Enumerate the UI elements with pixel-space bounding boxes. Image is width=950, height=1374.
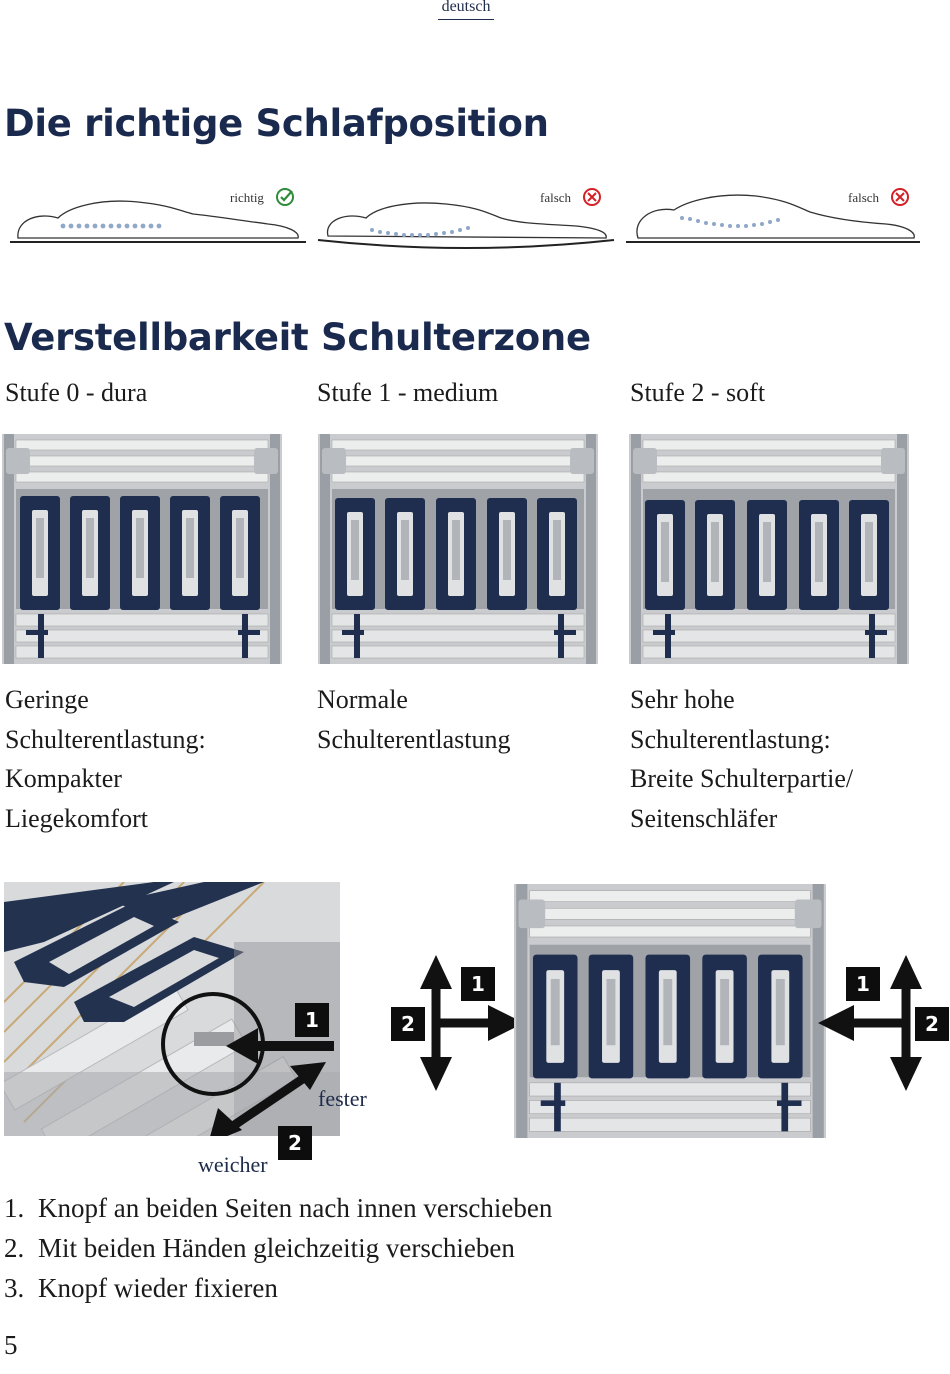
verdict-label: richtig [230, 190, 264, 205]
x-circle-icon [892, 189, 908, 205]
list-item: 1. Knopf an beiden Seiten nach innen verschieben [4, 1193, 553, 1223]
verdict-label: falsch [540, 190, 572, 205]
level-2-description: Sehr hohe Schulterentlastung: Breite Schulterpartie/ Seitenschläfer [630, 685, 854, 833]
shoulder-zone-heading: Verstellbarkeit Schulterzone [4, 316, 591, 359]
level-1-label: Stufe 1 - medium [317, 378, 499, 407]
marker-2-badge-left: 2 [391, 1007, 425, 1041]
verdict-label: falsch [848, 190, 880, 205]
marker-2-badge: 2 [278, 1126, 312, 1160]
slat-frame-top-view-image [514, 884, 826, 1138]
adjustment-knob-photo [4, 882, 340, 1136]
marker-1-badge-left: 1 [461, 967, 495, 1001]
level-0-description: Geringe Schulterentlastung: Kompakter Liegekomfort [5, 685, 206, 833]
list-item: 2. Mit beiden Händen gleichzeitig verschieben [4, 1233, 515, 1263]
language-label: deutsch [438, 0, 494, 20]
marker-1-badge: 1 [295, 1003, 329, 1037]
marker-1-badge-right: 1 [846, 967, 880, 1001]
marker-2-badge-right: 2 [915, 1007, 949, 1041]
level-1-description: Normale Schulterentlastung [317, 685, 511, 754]
check-circle-icon [277, 189, 293, 205]
sleep-illustration-wrong-1 [316, 180, 616, 260]
sleep-illustration-correct [8, 180, 308, 260]
slat-frame-level-0-image [2, 434, 282, 664]
firmer-label: fester [318, 1086, 367, 1111]
slat-frame-level-1-image [318, 434, 598, 664]
list-item: 3. Knopf wieder fixieren [4, 1273, 278, 1303]
x-circle-icon [584, 189, 600, 205]
sleep-position-heading: Die richtige Schlafposition [4, 102, 549, 145]
page-number: 5 [4, 1330, 18, 1360]
sleep-illustration-wrong-2 [624, 180, 924, 260]
level-2-label: Stufe 2 - soft [630, 378, 766, 407]
instruction-steps [4, 1188, 552, 1308]
slat-frame-level-2-image [629, 434, 909, 664]
softer-label: weicher [198, 1152, 268, 1177]
level-0-label: Stufe 0 - dura [5, 378, 148, 407]
